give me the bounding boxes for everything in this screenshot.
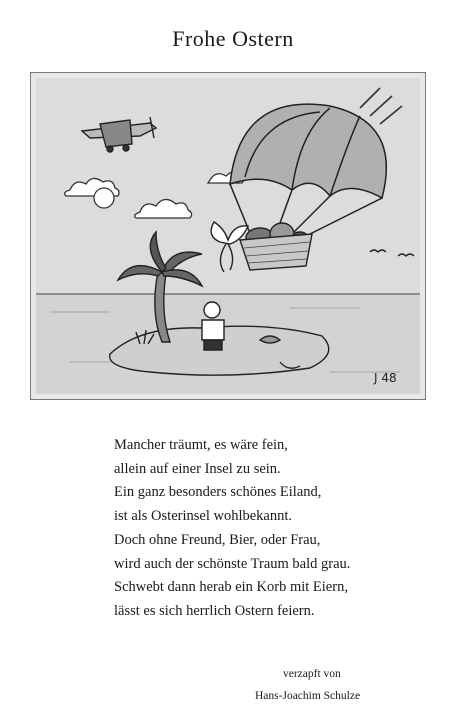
poem-line: Mancher träumt, es wäre fein, (114, 437, 288, 453)
credit-label: verzapft von (283, 668, 341, 680)
poem-line: wird auch der schönste Traum bald grau. (114, 555, 351, 572)
cartoon-signature: J 48 (374, 371, 397, 385)
poem-line: Schwebt dann herab ein Korb mit Eiern, (114, 579, 348, 596)
poem-line: lässt es sich herrlich Ostern feiern. (114, 602, 315, 619)
easter-cartoon-illustration (30, 72, 426, 400)
poem-line: ist als Osterinsel wohlbekannt. (114, 508, 293, 525)
poem (114, 434, 434, 624)
author-name: Hans-Joachim Schulze (255, 690, 361, 702)
page-title: Frohe Ostern (172, 26, 294, 51)
poem-line: Ein ganz besonders schönes Eiland, (114, 484, 322, 501)
poem-line: allein auf einer Insel zu sein. (114, 460, 281, 477)
poem-line: Doch ohne Freund, Bier, oder Frau, (114, 531, 321, 548)
